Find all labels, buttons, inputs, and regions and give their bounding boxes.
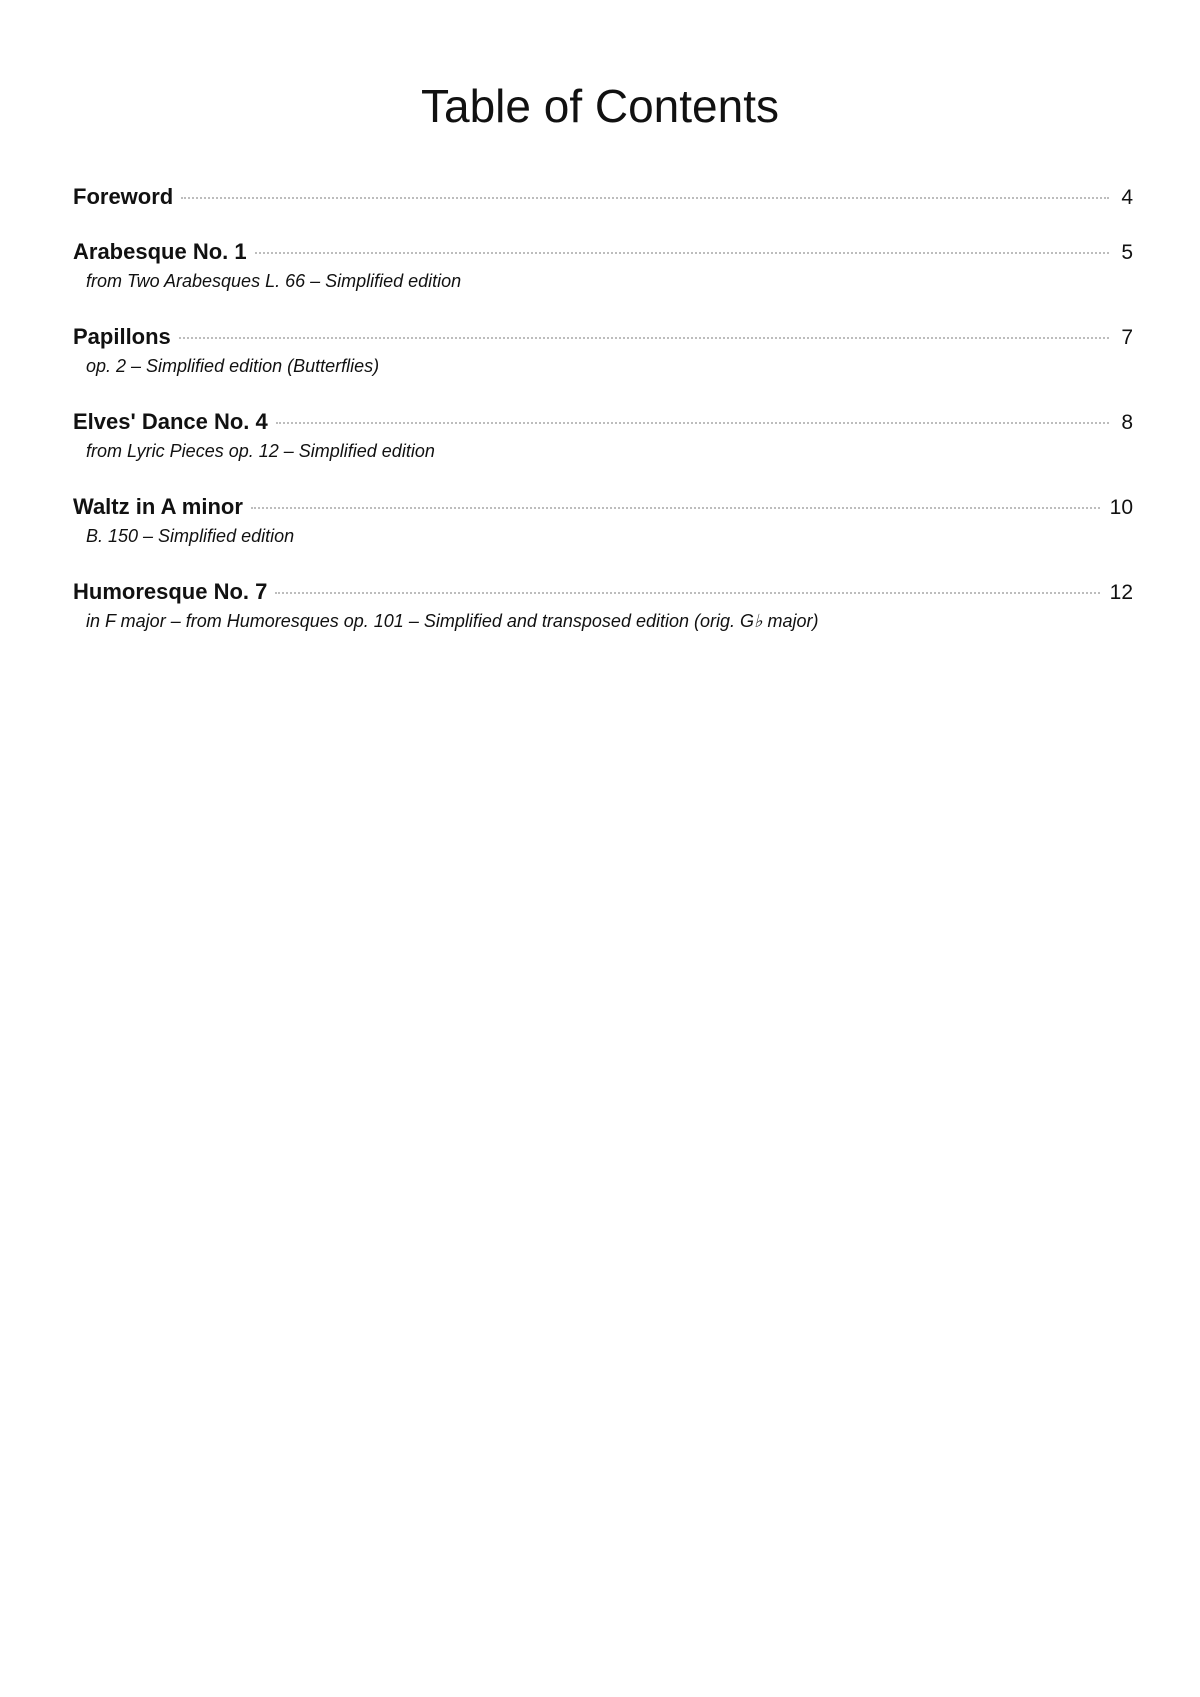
dot-leader — [275, 592, 1099, 594]
toc-entry-line — [73, 237, 1133, 267]
toc-list — [73, 182, 1133, 662]
toc-entry-page: 4 — [1121, 186, 1133, 209]
toc-entry-line — [73, 322, 1133, 352]
toc-entry-title: Arabesque No. 1 — [73, 239, 247, 264]
page-title: Table of Contents — [420, 80, 779, 132]
dot-leader — [179, 337, 1109, 339]
toc-entry-line — [73, 407, 1133, 437]
dot-leader — [251, 507, 1100, 509]
dot-leader — [276, 422, 1109, 424]
toc-entry-page: 5 — [1121, 241, 1133, 264]
toc-entry-title: Waltz in A minor — [73, 494, 243, 519]
toc-entry-page: 10 — [1109, 496, 1133, 519]
toc-entry-page: 7 — [1121, 326, 1133, 349]
toc-entry-title: Elves' Dance No. 4 — [73, 409, 268, 434]
toc-entry-foreword[interactable] — [73, 182, 1133, 212]
toc-entry-subtitle: in F major – from Humoresques op. 101 – Simplified and transposed edition (orig. G♭ major) — [86, 611, 819, 631]
toc-entry-humoresque[interactable] — [73, 577, 1133, 633]
toc-entry-title: Foreword — [73, 184, 174, 209]
toc-entry-title: Humoresque No. 7 — [73, 579, 268, 604]
toc-entry-subtitle: from Two Arabesques L. 66 – Simplified edition — [86, 271, 462, 291]
toc-entry-title: Papillons — [73, 324, 171, 349]
toc-entry-subtitle: op. 2 – Simplified edition (Butterflies) — [86, 356, 380, 376]
toc-entry-subtitle: B. 150 – Simplified edition — [86, 526, 295, 546]
toc-entry-subtitle: from Lyric Pieces op. 12 – Simplified edition — [86, 441, 435, 461]
toc-entry-line — [73, 182, 1133, 212]
toc-entry-line — [73, 492, 1133, 522]
dot-leader — [255, 252, 1109, 254]
toc-entry-papillons[interactable] — [73, 322, 1133, 378]
toc-entry-page: 12 — [1109, 581, 1133, 604]
toc-entry-waltz[interactable] — [73, 492, 1133, 548]
toc-entry-arabesque[interactable] — [73, 237, 1133, 293]
toc-entry-line — [73, 577, 1133, 607]
dot-leader — [181, 197, 1109, 199]
toc-entry-elves-dance[interactable] — [73, 407, 1133, 463]
toc-entry-page: 8 — [1121, 411, 1133, 434]
